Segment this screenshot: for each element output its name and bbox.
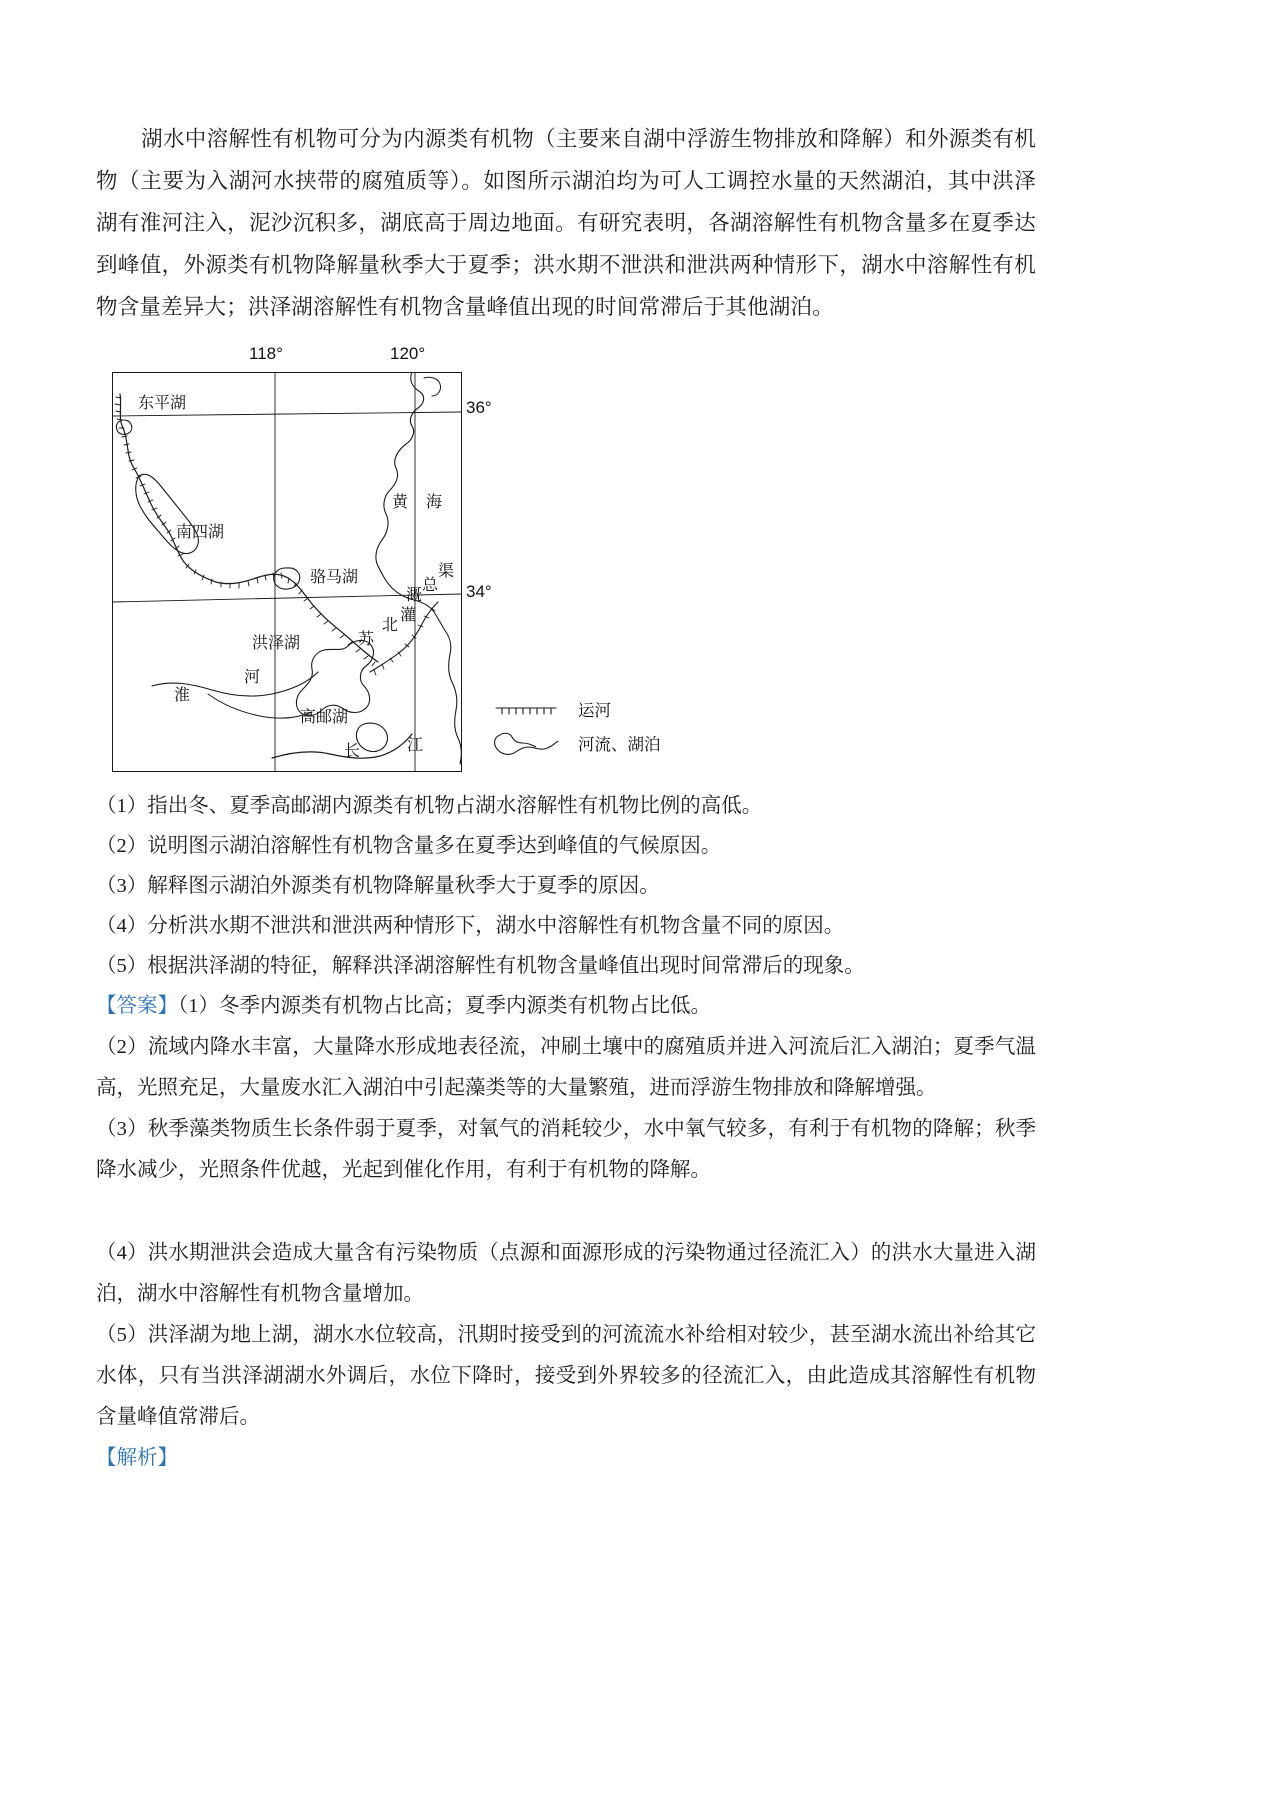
- map-label-jiang: 江: [407, 737, 424, 754]
- legend-label-river-lake: 河流、湖泊: [578, 736, 661, 754]
- question-2: （2）说明图示湖泊溶解性有机物含量多在夏季达到峰值的气候原因。: [96, 835, 722, 857]
- answer-paragraph-4: （4）洪水期泄洪会造成大量含有污染物质（点源和面源形成的污染物通过径流汇入）的洪水大量进入湖泊，湖水中溶解性有机物含量增加。: [96, 1242, 1036, 1305]
- river-lake-symbol: [490, 729, 564, 757]
- answer-tag: 【答案】: [96, 995, 178, 1017]
- map-label-su: 苏: [358, 631, 375, 648]
- map-label-huai: 淮: [174, 687, 191, 704]
- map-label-luoma-lake: 骆马湖: [310, 569, 359, 586]
- map-label-zong: 总: [422, 577, 439, 594]
- latitude-label-34: 34°: [466, 582, 492, 601]
- map-label-gai: 溉: [406, 587, 423, 604]
- question-3: （3）解释图示湖泊外源类有机物降解量秋季大于夏季的原因。: [96, 875, 660, 897]
- map-drawing: [112, 372, 462, 772]
- intro-paragraph: 湖水中溶解性有机物可分为内源类有机物（主要来自湖中浮游生物排放和降解）和外源类有机物（主要为入湖河水挟带的腐殖质等）。如图所示湖泊均为可人工调控水量的天然湖泊，其中洪泽湖有淮河注入，泥沙沉积多，湖底高于周边地面。有研究表明，各湖溶解性有机物含量多在夏季达到峰值，外源类有机物降解量秋季大于夏季；洪水期不泄洪和泄洪两种情形下，湖水中溶解性有机物含量差异大；洪泽湖溶解性有机物含量峰值出现的时间常滞后于其他湖泊。: [96, 127, 1036, 319]
- answer-spacer: [96, 1191, 1036, 1233]
- map-label-guan: 灌: [400, 607, 417, 624]
- map-legend: [490, 692, 700, 760]
- answer-first-line: [96, 986, 1036, 1027]
- map-label-bei: 北: [382, 617, 399, 634]
- legend-row-canal: [490, 692, 700, 726]
- map-label-he: 河: [244, 669, 261, 686]
- question-1: （1）指出冬、夏季高邮湖内源类有机物占湖水溶解性有机物比例的高低。: [96, 795, 763, 817]
- answer-paragraph-5: （5）洪泽湖为地上湖，湖水水位较高，汛期时接受到的河流流水补给相对较少，甚至湖水流出补给其它水体，只有当洪泽湖湖水外调后，水位下降时，接受到外界较多的径流汇入，由此造成其溶解性有机物含量峰值常滞后。: [96, 1324, 1036, 1428]
- map-label-hai: 海: [426, 494, 443, 511]
- answer-paragraph-2: （2）流域内降水丰富，大量降水形成地表径流，冲刷土壤中的腐殖质并进入河流后汇入湖泊；夏季气温高，光照充足，大量废水汇入湖泊中引起藻类等的大量繁殖，进而浮游生物排放和降解增强。: [96, 1036, 1036, 1099]
- answer-first-text: （1）冬季内源类有机物占比高；夏季内源类有机物占比低。: [178, 995, 711, 1017]
- document-content: [96, 118, 1036, 1479]
- map-label-dongping-lake: 东平湖: [138, 395, 187, 412]
- question-4: （4）分析洪水期不泄洪和泄洪两种情形下，湖水中溶解性有机物含量不同的原因。: [96, 915, 845, 937]
- analysis-line: [96, 1438, 1036, 1479]
- analysis-tag: 【解析】: [96, 1447, 178, 1469]
- map-label-gaoyou-lake: 高邮湖: [300, 709, 349, 726]
- map-label-qu: 渠: [438, 563, 455, 580]
- answer-paragraph-3: （3）秋季藻类物质生长条件弱于夏季，对氧气的消耗较少，水中氧气较多，有利于有机物的降解；秋季降水减少，光照条件优越，光起到催化作用，有利于有机物的降解。: [96, 1118, 1036, 1181]
- longitude-label-120: 120°: [390, 344, 426, 363]
- map-label-hongze-lake: 洪泽湖: [252, 635, 301, 652]
- map-figure: [104, 340, 704, 780]
- map-label-chang: 长: [344, 743, 361, 760]
- canal-symbol: [490, 695, 564, 723]
- longitude-label-118: 118°: [249, 344, 283, 363]
- map-label-huang: 黄: [392, 494, 409, 511]
- legend-label-canal: 运河: [578, 702, 611, 720]
- legend-row-river-lake: [490, 726, 700, 760]
- question-5: （5）根据洪泽湖的特征，解释洪泽湖溶解性有机物含量峰值出现时间常滞后的现象。: [96, 955, 865, 977]
- map-label-nansi-lake: 南四湖: [176, 524, 225, 541]
- latitude-label-36: 36°: [466, 398, 492, 417]
